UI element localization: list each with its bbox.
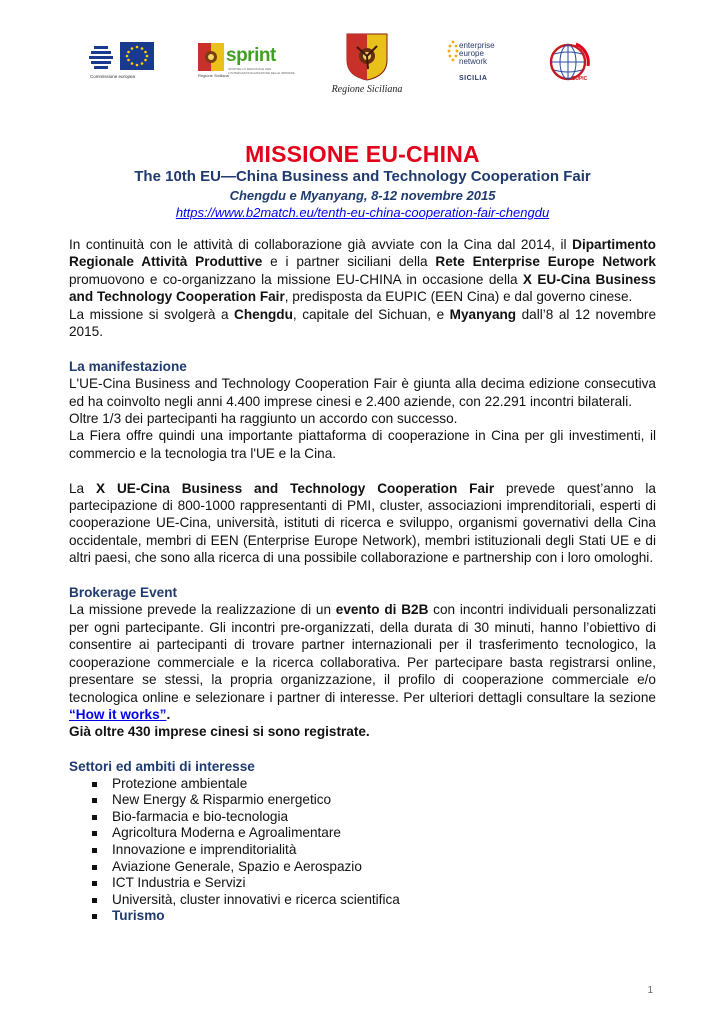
eupic-logo xyxy=(546,40,596,89)
intro-paragraph xyxy=(69,236,656,306)
partecipazione-text-1: La xyxy=(69,480,97,496)
logo-strip xyxy=(0,30,725,100)
een-region: SICILIA xyxy=(459,75,488,82)
bullet-square-icon xyxy=(92,898,97,903)
page-number: 1 xyxy=(647,985,653,996)
location-bold-1: Chengdu xyxy=(234,306,293,322)
partecipazione-paragraph xyxy=(69,480,656,567)
bullet-square-icon xyxy=(92,914,97,919)
bullet-square-icon xyxy=(92,881,97,886)
manifestazione-heading: La manifestazione xyxy=(69,358,187,374)
intro-bold-1: Dipartimento Regionale Attività Produttive xyxy=(69,237,656,270)
regione-siciliana-emblem-icon xyxy=(325,32,409,82)
settori-list xyxy=(69,776,656,925)
manifestazione-paragraph-2: Oltre 1/3 dei partecipanti ha raggiunto un accordo con successo. xyxy=(69,411,458,427)
een-wordmark xyxy=(459,42,495,66)
how-it-works-link[interactable]: “How it works” xyxy=(69,706,167,722)
brokerage-heading: Brokerage Event xyxy=(69,585,178,601)
list-item xyxy=(69,809,656,826)
intro-location-paragraph xyxy=(69,306,656,341)
settori-item-label: ICT Industria e Servizi xyxy=(112,875,246,891)
partecipazione-bold-1: X UE-Cina Business and Technology Cooperation Fair xyxy=(96,480,495,496)
brokerage-text-2: con incontri individuali personalizzati per ogni partecipante. Gli incontri pre-organizzati, della durata di 30 minuti, hanno l’obiettivo di consentire ai partecipanti di trovare partner internazionali per il trasferimento tecnologico, la cooperazione commerciale e la ricerca collaborativa. Per partecipare basta registrarsi online, presentare se stessi, la propria organizzazione, il profilo di cooperazione commerciale e/o tecnologica online e selezionare i partner di interesse. Per ulteriori dettagli consultare la sezione xyxy=(69,602,656,705)
list-item xyxy=(69,859,656,876)
een-line-3: network xyxy=(459,57,488,66)
location-text-1: La missione si svolgerà a xyxy=(69,306,235,322)
brokerage-text-1: La missione prevede la realizzazione di un xyxy=(69,602,336,618)
sprint-subtitle: SPORTELLO REGIONALE PER L'INTERNAZIONALIZZAZIONE DELLE IMPRESE xyxy=(228,67,295,75)
location-text-3: dall’8 al 12 novembre 2015. xyxy=(69,306,657,340)
intro-bold-3: X EU-Cina Business and Technology Cooperation Fair xyxy=(69,271,656,305)
sprint-region: Regione Siciliana xyxy=(198,73,229,78)
settori-item-label: Innovazione e imprenditorialità xyxy=(112,841,297,857)
trinacria-icon xyxy=(198,43,224,71)
intro-text-3: promuovono e co-organizzano la missione EU-CHINA in occasione della xyxy=(69,271,523,287)
registered-companies-note: Già oltre 430 imprese cinesi si sono registrate. xyxy=(69,724,370,740)
page-subtitle: The 10th EU—China Business and Technology Cooperation Fair xyxy=(134,168,591,185)
bullet-square-icon xyxy=(92,831,97,836)
bullet-square-icon xyxy=(92,782,97,787)
list-item xyxy=(69,892,656,909)
regione-siciliana-caption: Regione Siciliana xyxy=(331,84,403,95)
b2match-link[interactable]: https://www.b2match.eu/tenth-eu-china-cooperation-fair-chengdu xyxy=(175,205,550,220)
een-line-2: europe xyxy=(459,49,484,58)
list-item xyxy=(69,842,656,859)
location-text-2: , capitale del Sichuan, e xyxy=(292,306,450,322)
intro-text-4: , predisposta da EUPIC (EEN Cina) e dal governo cinese. xyxy=(284,289,633,305)
een-stars-icon xyxy=(447,38,459,72)
bullet-square-icon xyxy=(92,865,97,870)
ec-caption: Commissione europea xyxy=(90,74,136,79)
european-commission-emblem-icon xyxy=(86,40,156,74)
sprint-wordmark: sprint xyxy=(226,45,276,66)
brokerage-bold-1: evento di B2B xyxy=(335,602,429,618)
list-item xyxy=(69,776,656,793)
intro-bold-2: Rete Enterprise Europe Network xyxy=(435,254,656,270)
bullet-square-icon xyxy=(92,848,97,853)
een-line-1: enterprise xyxy=(459,41,495,50)
location-bold-2: Myanyang xyxy=(449,306,517,322)
settori-item-label: New Energy & Risparmio energetico xyxy=(112,792,332,808)
list-item xyxy=(69,908,656,925)
document-body xyxy=(69,236,656,925)
list-item xyxy=(69,792,656,809)
settori-item-label: Protezione ambientale xyxy=(112,775,248,791)
event-date: Chengdu e Myanyang, 8-12 novembre 2015 xyxy=(229,188,496,203)
bullet-square-icon xyxy=(92,815,97,820)
regione-siciliana-logo xyxy=(325,32,409,95)
eupic-caption: EUPIC xyxy=(572,76,588,82)
settori-item-label: Università, cluster innovativi e ricerca scientifica xyxy=(112,891,400,907)
settori-item-label: Aviazione Generale, Spazio e Aerospazio xyxy=(112,858,362,874)
intro-text-1: In continuità con le attività di collaborazione già avviate con la Cina dal 2014, il xyxy=(69,237,573,252)
settori-item-label: Bio-farmacia e bio-tecnologia xyxy=(112,808,289,824)
bullet-square-icon xyxy=(92,798,97,803)
brokerage-text-3: . xyxy=(166,706,171,722)
list-item xyxy=(69,825,656,842)
list-item xyxy=(69,875,656,892)
european-commission-logo xyxy=(86,40,156,79)
manifestazione-paragraph-1: L'UE-Cina Business and Technology Cooperation Fair è giunta alla decima edizione consecutiva ed ha coinvolto negli anni 4.400 imprese cinesi e 2.400 aziende, con 22.291 incontri bilaterali. xyxy=(69,376,656,409)
manifestazione-paragraph-3: La Fiera offre quindi una importante piattaforma di cooperazione in Cina per gli investimenti, il commercio e la tecnologia tra l'UE e la Cina. xyxy=(69,428,656,461)
brokerage-paragraph xyxy=(69,601,656,723)
settori-item-label: Agricoltura Moderna e Agroalimentare xyxy=(112,825,341,841)
settori-item-label: Turismo xyxy=(112,908,165,924)
settori-heading: Settori ed ambiti di interesse xyxy=(69,759,255,775)
page-title: MISSIONE EU-CHINA xyxy=(245,141,480,167)
partecipazione-text-2: prevede quest’anno la partecipazione di 800-1000 rappresentanti di PMI, cluster, associazioni imprenditoriali, esperti di cooperazione UE-Cina, università, istituti di ricerca e sviluppo, organismi governativi della Cina occidentale, membri di EEN (Enterprise Europe Network), membri istituzionali degli Stati UE e di altri paesi, che sono alla ricerca di una possibile collaborazione e partnership con i loro omologhi. xyxy=(69,480,656,566)
intro-text-2: e i partner siciliani della xyxy=(262,254,436,270)
